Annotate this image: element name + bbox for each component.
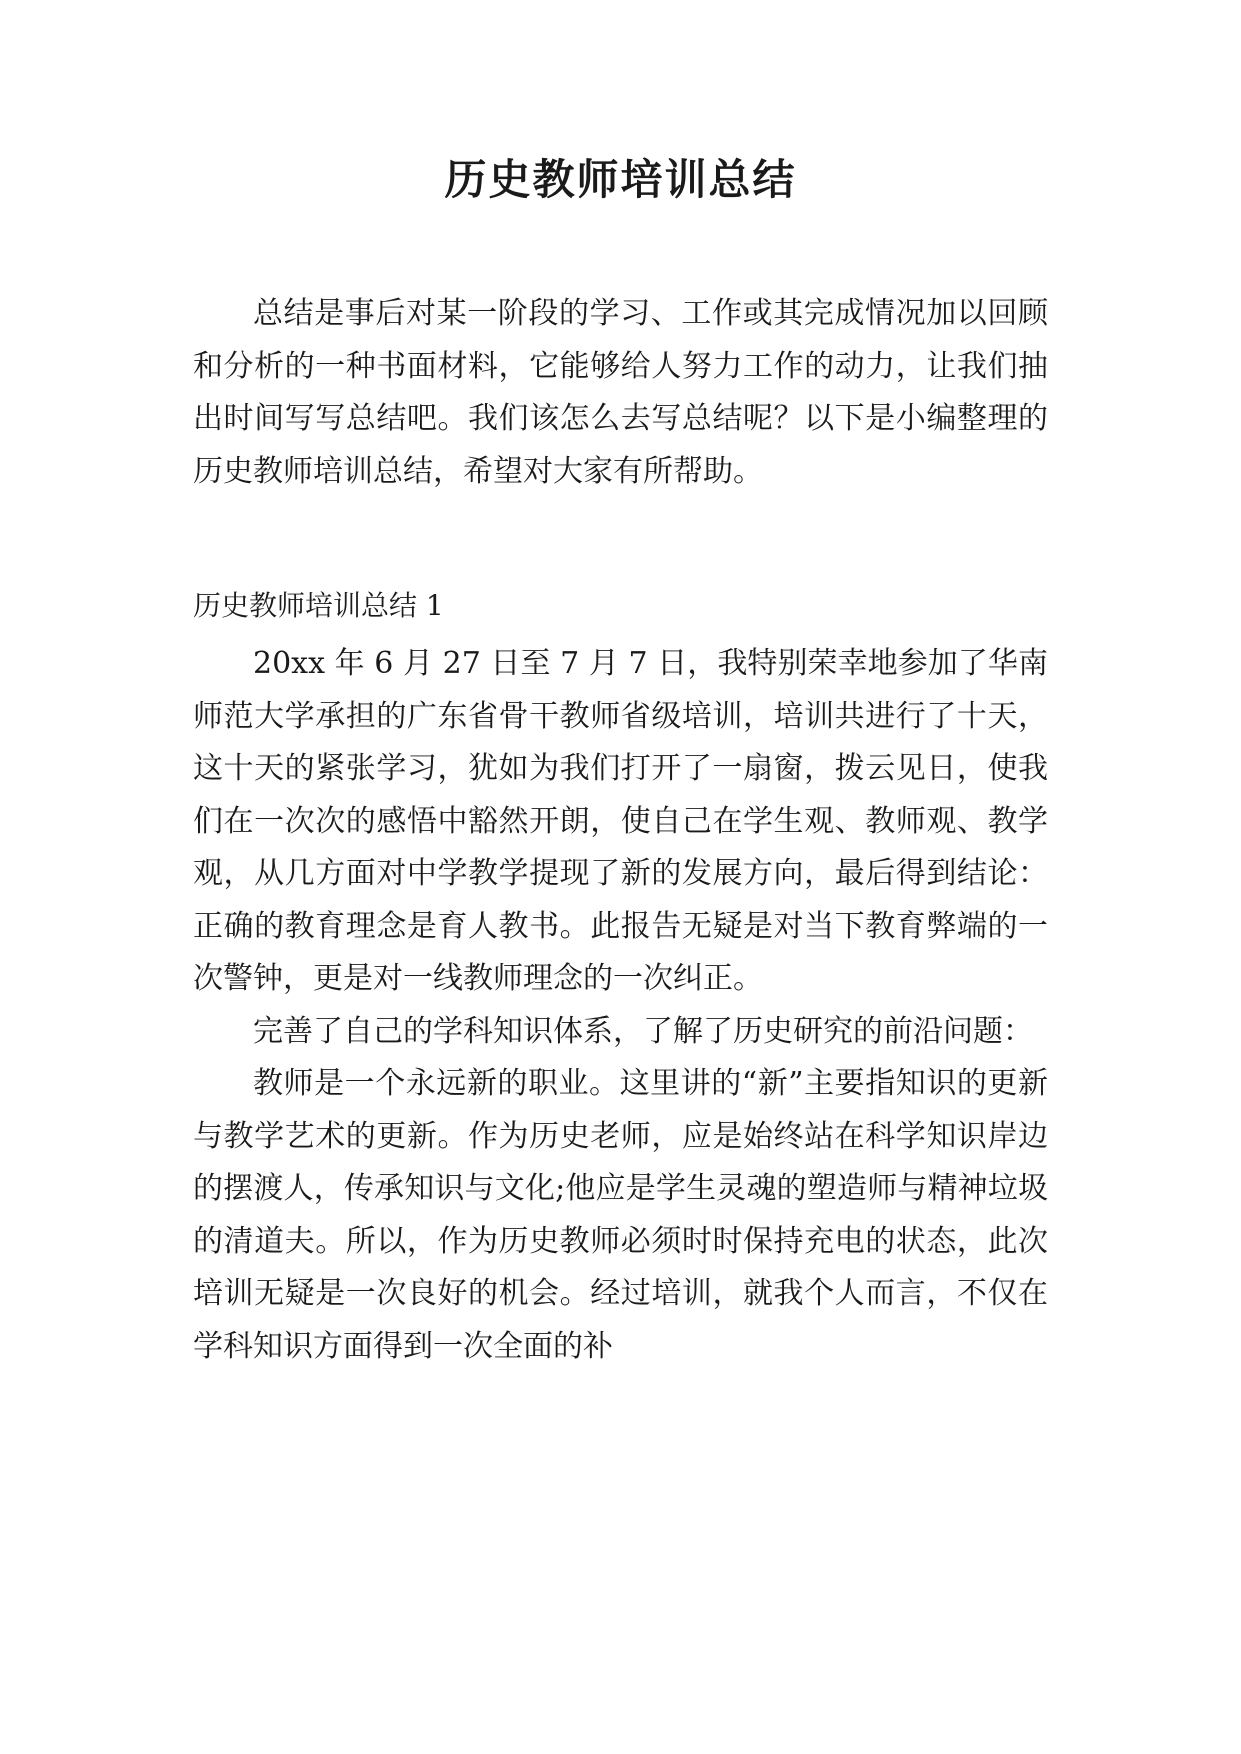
intro-paragraph: 总结是事后对某一阶段的学习、工作或其完成情况加以回顾和分析的一种书面材料，它能够给人努力工作的动力，让我们抽出时间写写总结吧。我们该怎么去写总结呢？以下是小编整理的历史教师培训总结，希望对大家有所帮助。 [193,296,1048,489]
body-paragraph: 完善了自己的学科知识体系，了解了历史研究的前沿问题： [253,1013,1033,1049]
section-body [193,638,1048,1373]
body-paragraph: 教师是一个永远新的职业。这里讲的“新”主要指知识的更新与教学艺术的更新。作为历史老师，应是始终站在科学知识岸边的摆渡人，传承知识与文化;他应是学生灵魂的塑造师与精神垃圾的清道夫。所以，作为历史教师必须时时保持充电的状态，此次培训无疑是一次良好的机会。经过培训，就我个人而言，不仅在学科知识方面得到一次全面的补 [193,1066,1048,1364]
document-title: 历史教师培训总结 [444,155,797,204]
body-paragraph: 20xx 年 6 月 27 日至 7 月 7 日，我特别荣幸地参加了华南师范大学承担的广东省骨干教师省级培训，培训共进行了十天，这十天的紧张学习，犹如为我们打开了一扇窗，拨云见日，使我们在一次次的感悟中豁然开朗，使自己在学生观、教师观、教学观，从几方面对中学教学提现了新的发展方向，最后得到结论：正确的教育理念是育人教书。此报告无疑是对当下教育弊端的一次警钟，更是对一线教师理念的一次纠正。 [193,646,1048,996]
intro-section [193,288,1048,498]
section-heading: 历史教师培训总结 1 [193,589,444,622]
